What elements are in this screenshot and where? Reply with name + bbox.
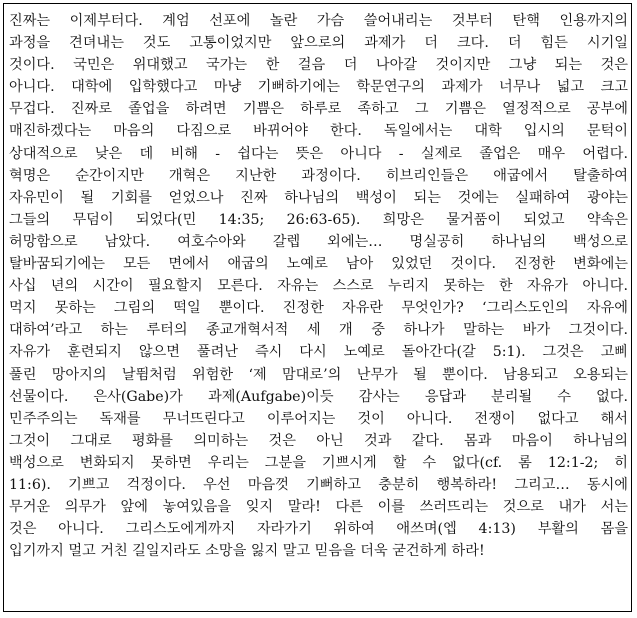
text-line: 무거운 의무가 앞에 놓여있음을 잊지 말라! 다른 이를 쓰러뜨리는 것으로 내가 서는 (9, 499, 628, 516)
text-line: 매진하겠다는 마음의 다짐으로 바뀌어야 한다. 독일에서는 대학 입시의 문턱이 (9, 123, 628, 140)
document-body (9, 10, 628, 562)
text-line: 자유민이 될 기회를 얻었으나 진짜 하나님의 백성이 되는 것에는 실패하여 광야는 (9, 189, 628, 206)
text-line: 그것이 그대로 평화를 의미하는 것은 아닌 것과 같다. 몸과 마음이 하나님의 (9, 432, 628, 449)
text-line: 것이다. 국민은 위대했고 국가는 한 걸음 더 나아갈 것이지만 그냥 되는 것은 (9, 57, 628, 74)
text-line: 사십 년의 시간이 필요할지 모른다. 자유는 스스로 누리지 못하는 한 자유가 아니다. (9, 278, 628, 295)
text-line: 대하여’라고 하는 루터의 종교개혁서적 세 개 중 하나가 말하는 바가 그것이다. (9, 322, 628, 339)
text-line: 탈바꿈되기에는 모든 면에서 애굽의 노예로 남아 있었던 것이다. 진정한 변화에는 (9, 256, 628, 273)
text-line: 허망함으로 남았다. 여호수아와 갈렙 외에는… 명실공히 하나님의 백성으로 (9, 233, 628, 250)
text-line: 선물이다. 은사(Gabe)가 과제(Aufgabe)이듯 감사는 응답과 분리될 수 없다. (9, 388, 628, 405)
text-line: 풀린 망아지의 날뜀처럼 위험한 ‘제 맘대로’의 난무가 될 뿐이다. 남용되고 오용되는 (9, 366, 628, 383)
text-line: 먹지 못하는 그림의 떡일 뿐이다. 진정한 자유란 무엇인가? ‘그리스도인의 자유에 (9, 300, 628, 317)
text-line: 혁명은 순간이지만 개혁은 지난한 과정이다. 히브리인들은 애굽에서 탈출하여 (9, 167, 628, 184)
text-line: 진짜는 이제부터다. 계엄 선포에 놀란 가슴 쓸어내리는 것부터 탄핵 인용까지의 (9, 13, 628, 29)
text-line: 입기까지 멀고 거친 길일지라도 소망을 잃지 말고 믿음을 더욱 굳건하게 하라! (9, 543, 485, 560)
text-line: 무겁다. 진짜로 졸업을 하려면 기쁨은 하루로 족하고 그 기쁨은 열정적으로 공부에 (9, 101, 628, 118)
text-line: 것은 아니다. 그리스도에게까지 자라가기 위하여 애쓰며(엡 4:13) 부활의 몸을 (9, 521, 628, 538)
text-line: 민주주의는 독재를 무너뜨린다고 이루어지는 것이 아니다. 전쟁이 없다고 해서 (9, 410, 628, 427)
text-line: 과정을 견뎌내는 것도 고통이었지만 앞으로의 과제가 더 크다. 더 힘든 시기일 (9, 35, 628, 52)
text-line: 백성으로 변화되지 못하면 우리는 그분을 기쁘시게 할 수 없다(cf. 롬 12:1-2; 히 (9, 454, 628, 471)
text-line: 자유가 훈련되지 않으면 풀려난 즉시 다시 노예로 돌아간다(갈 5:1). 그것은 고삐 (9, 344, 628, 361)
text-line: 11:6). 기쁘고 걱정이다. 우선 마음껏 기뻐하고 충분히 행복하라! 그리고… 동시에 (9, 476, 628, 493)
text-line: 상대적으로 낮은 데 비해 - 쉽다는 뜻은 아니다 - 실제로 졸업은 매우 어렵다. (9, 145, 628, 162)
text-line: 아니다. 대학에 입학했다고 마냥 기뻐하기에는 학문연구의 과제가 너무나 넓고 크고 (9, 79, 628, 96)
document-frame (3, 3, 632, 612)
text-line: 그들의 무덤이 되었다(민 14:35; 26:63-65). 희망은 물거품이 되었고 약속은 (9, 211, 628, 228)
